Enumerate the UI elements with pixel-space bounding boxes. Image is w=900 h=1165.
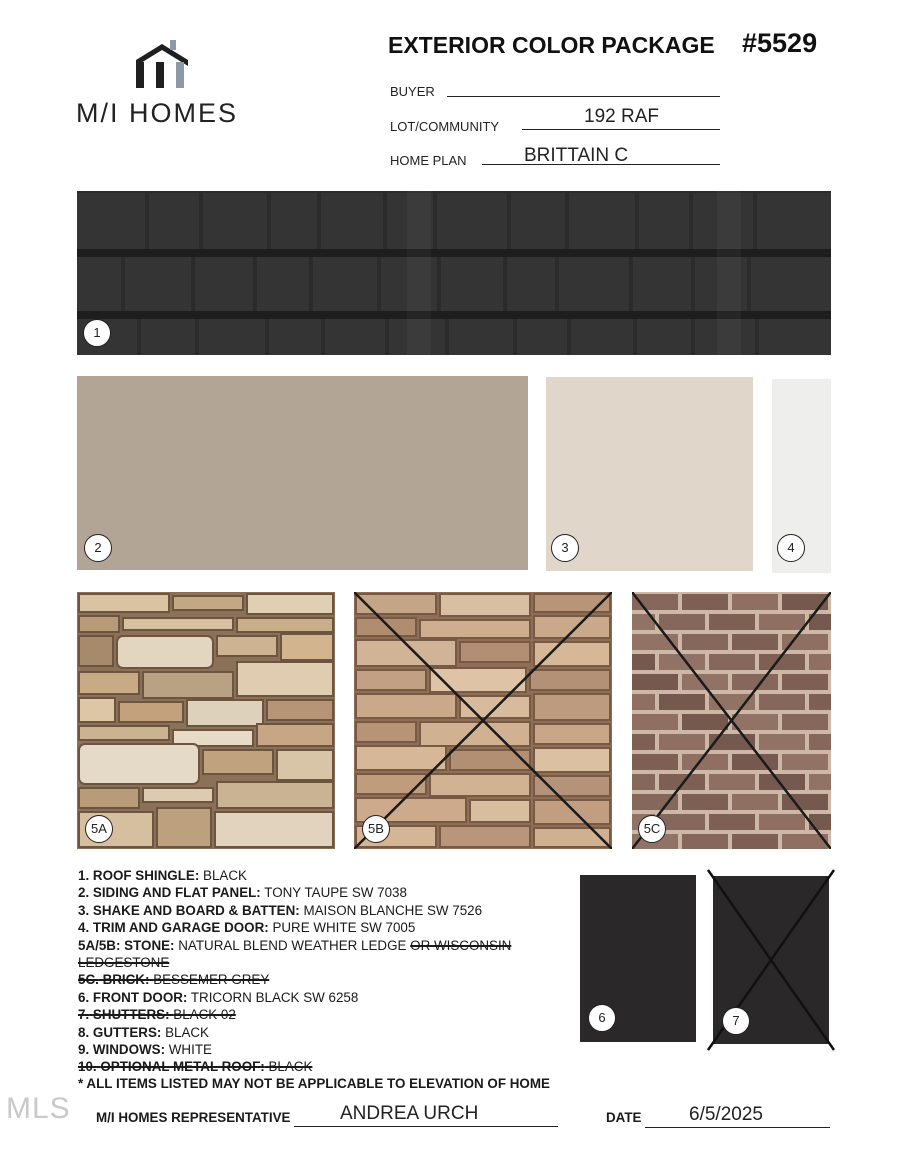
legend-item-2: 2. SIDING AND FLAT PANEL: TONY TAUPE SW 7038 (78, 885, 407, 901)
plan-label: HOME PLAN (390, 153, 467, 168)
plan-value: BRITTAIN C (524, 145, 629, 166)
package-number: #5529 (742, 28, 818, 58)
lot-label: LOT/COMMUNITY (390, 119, 500, 134)
stone-5a-swatch (77, 592, 335, 849)
siding-color-swatch (77, 376, 528, 570)
legend-item-6: 6. FRONT DOOR: TRICORN BLACK SW 6258 (78, 989, 359, 1005)
legend-item-4: 4. TRIM AND GARAGE DOOR: PURE WHITE SW 7005 (78, 920, 416, 936)
disclaimer-note: * ALL ITEMS LISTED MAY NOT BE APPLICABLE TO ELEVATION OF HOME (78, 1076, 550, 1091)
badge-6: 6 (588, 1004, 616, 1032)
badge-2: 2 (84, 534, 112, 562)
buyer-line (447, 96, 720, 97)
legend-item-8: 8. GUTTERS: BLACK (78, 1024, 209, 1040)
legend-item-3: 3. SHAKE AND BOARD & BATTEN: MAISON BLANCHE SW 7526 (78, 902, 483, 918)
date-label: DATE (606, 1110, 642, 1125)
legend-item-5c: 5C. BRICK: BESSEMER GREY (78, 972, 270, 988)
representative-value: ANDREA URCH (340, 1103, 479, 1124)
badge-5a: 5A (85, 815, 113, 843)
legend-item-7: 7. SHUTTERS: BLACK 02 (78, 1007, 236, 1023)
buyer-label: BUYER (390, 84, 435, 99)
representative-label: M/I HOMES REPRESENTATIVE (96, 1110, 291, 1125)
date-line (645, 1127, 830, 1128)
badge-7: 7 (722, 1007, 750, 1035)
legend-item-9: 9. WINDOWS: WHITE (78, 1042, 212, 1058)
badge-5b: 5B (362, 815, 390, 843)
legend-item-5-cont: LEDGESTONE (78, 955, 170, 971)
logo-house-icon (132, 40, 192, 88)
badge-5c: 5C (638, 815, 666, 843)
brick-5c-swatch (632, 592, 831, 849)
logo-wordmark: M/I HOMES (76, 98, 239, 128)
page-title: EXTERIOR COLOR PACKAGE (388, 32, 715, 58)
badge-1: 1 (83, 319, 111, 347)
badge-4: 4 (777, 534, 805, 562)
badge-3: 3 (551, 534, 579, 562)
legend-item-10: 10. OPTIONAL METAL ROOF: BLACK (78, 1059, 313, 1075)
representative-line (294, 1126, 558, 1127)
date-value: 6/5/2025 (689, 1104, 763, 1125)
roof-shingle-swatch (77, 191, 831, 355)
legend-item-5: 5A/5B: STONE: NATURAL BLEND WEATHER LEDGE OR WISCONSIN (78, 937, 512, 953)
color-legend (78, 867, 578, 1076)
stone-5b-swatch (354, 592, 612, 849)
legend-item-1: 1. ROOF SHINGLE: BLACK (78, 868, 247, 883)
lot-value: 192 RAF (584, 106, 659, 127)
lot-line (522, 129, 720, 130)
mls-watermark: MLS (6, 1092, 71, 1125)
